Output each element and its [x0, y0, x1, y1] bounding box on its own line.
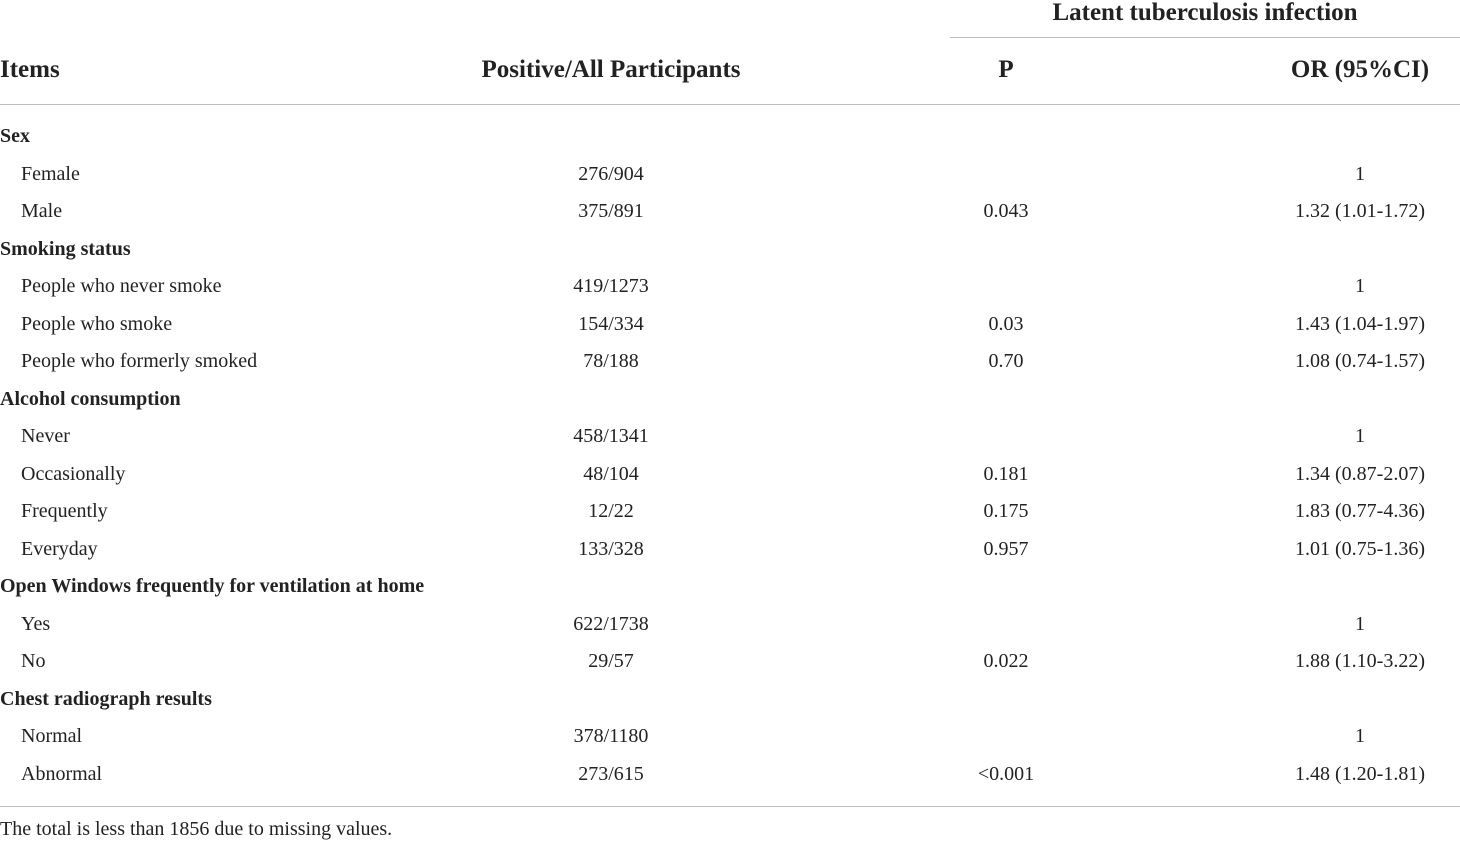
row-label: People who never smoke	[21, 275, 222, 297]
table-row	[0, 531, 1460, 569]
group-header-row	[0, 681, 1460, 719]
odds-ratio-cell: 1.83 (0.77-4.36)	[1295, 500, 1425, 522]
odds-ratio-cell: 1.43 (1.04-1.97)	[1295, 312, 1425, 335]
table-row	[0, 606, 1460, 644]
p-value-cell: 0.70	[988, 350, 1024, 372]
table-row	[0, 193, 1460, 231]
p-value-cell: <0.001	[977, 762, 1035, 785]
row-label: Smoking status	[0, 237, 131, 260]
p-value-cell: 0.043	[983, 200, 1029, 222]
p-value-cell: 0.957	[983, 537, 1029, 560]
odds-ratio-cell: 1	[1355, 612, 1365, 635]
table-row	[0, 643, 1460, 681]
row-label: Yes	[21, 612, 51, 635]
table-row	[0, 456, 1460, 494]
odds-ratio-cell: 1.32 (1.01-1.72)	[1295, 200, 1425, 222]
group-header-row	[0, 381, 1460, 419]
positive-all-cell: 12/22	[588, 500, 634, 522]
table-row	[0, 493, 1460, 531]
table-row	[0, 268, 1460, 306]
row-label: Sex	[0, 125, 30, 147]
row-label: Male	[21, 200, 63, 222]
header-positive-all: Positive/All Participants	[481, 56, 741, 83]
row-label: Never	[21, 425, 70, 447]
table-row	[0, 418, 1460, 456]
positive-all-cell: 375/891	[578, 200, 644, 222]
table-row	[0, 718, 1460, 756]
row-label: Frequently	[21, 500, 108, 522]
p-value-cell: 0.022	[983, 650, 1029, 672]
p-value-cell: 0.03	[988, 312, 1024, 335]
positive-all-cell: 133/328	[578, 537, 644, 560]
row-label: People who smoke	[21, 312, 173, 335]
header-odds-ratio: OR (95%CI)	[1290, 56, 1430, 83]
group-header-row	[0, 231, 1460, 269]
positive-all-cell: 622/1738	[573, 612, 649, 635]
row-label: Open Windows frequently for ventilation at home	[0, 575, 425, 597]
odds-ratio-cell: 1.08 (0.74-1.57)	[1295, 350, 1425, 372]
row-label: Occasionally	[21, 462, 126, 485]
table-footnote: The total is less than 1856 due to missing values.	[0, 818, 393, 840]
odds-ratio-cell: 1.01 (0.75-1.36)	[1295, 537, 1425, 560]
header-items: Items	[0, 56, 60, 83]
row-label: People who formerly smoked	[21, 350, 258, 372]
row-label: Alcohol consumption	[0, 387, 181, 410]
positive-all-cell: 276/904	[578, 162, 644, 185]
row-label: No	[21, 650, 46, 672]
table-row	[0, 756, 1460, 794]
positive-all-cell: 29/57	[588, 650, 634, 672]
row-label: Abnormal	[21, 762, 103, 785]
positive-all-cell: 154/334	[578, 312, 644, 335]
odds-ratio-cell: 1	[1355, 725, 1365, 747]
odds-ratio-cell: 1.88 (1.10-3.22)	[1295, 650, 1425, 672]
odds-ratio-cell: 1.48 (1.20-1.81)	[1295, 762, 1425, 785]
p-value-cell: 0.175	[983, 500, 1029, 522]
row-label: Chest radiograph results	[0, 687, 212, 710]
table-row	[0, 156, 1460, 194]
spanner-rule	[950, 37, 1460, 38]
odds-ratio-cell: 1	[1355, 425, 1365, 447]
group-header-row	[0, 568, 1460, 606]
header-p-value: P	[998, 56, 1014, 83]
positive-all-cell: 273/615	[578, 762, 644, 785]
group-header-row	[0, 118, 1460, 156]
footer-rule	[0, 806, 1460, 807]
spanner-header: Latent tuberculosis infection	[1052, 0, 1358, 26]
row-label: Female	[21, 162, 80, 185]
odds-ratio-cell: 1	[1355, 275, 1365, 297]
positive-all-cell: 48/104	[583, 462, 639, 485]
table-body	[0, 118, 1460, 793]
row-label: Everyday	[21, 537, 98, 560]
header-rule	[0, 104, 1460, 105]
positive-all-cell: 78/188	[583, 350, 639, 372]
table-row	[0, 343, 1460, 381]
table-row	[0, 306, 1460, 344]
positive-all-cell: 378/1180	[573, 725, 649, 747]
odds-ratio-cell: 1.34 (0.87-2.07)	[1295, 462, 1425, 485]
odds-ratio-cell: 1	[1355, 162, 1365, 185]
positive-all-cell: 419/1273	[573, 275, 649, 297]
p-value-cell: 0.181	[983, 462, 1029, 485]
row-label: Normal	[21, 725, 83, 747]
positive-all-cell: 458/1341	[573, 425, 649, 447]
